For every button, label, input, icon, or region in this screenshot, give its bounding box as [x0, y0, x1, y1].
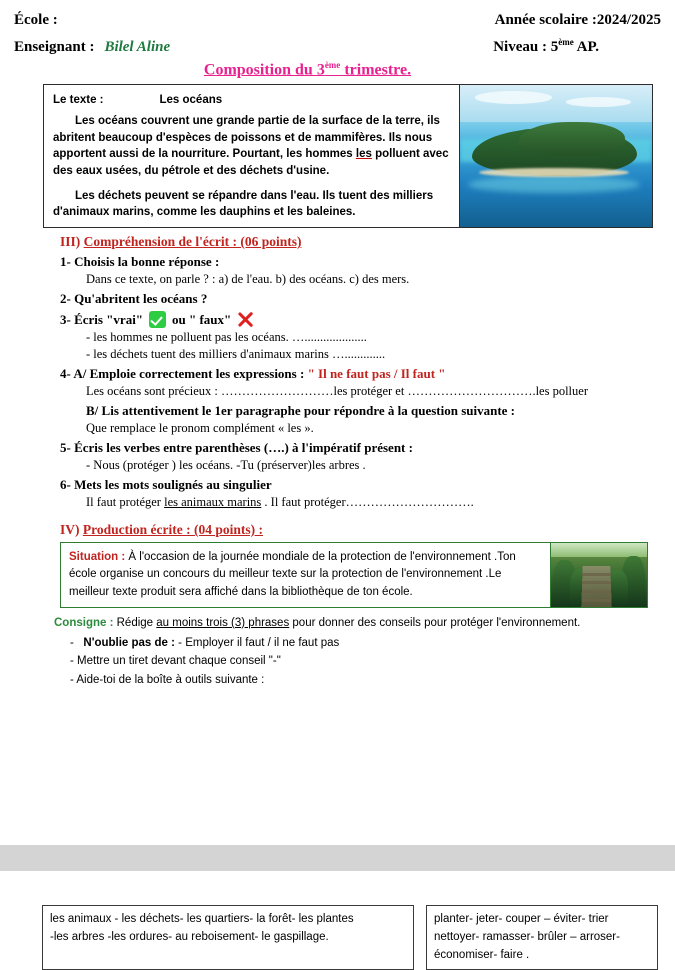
reading-text-box	[43, 84, 653, 228]
section-3-title: Compréhension de l'écrit : (06 points)	[83, 234, 302, 250]
section-4-title: Production écrite : (04 points) :	[82, 522, 263, 538]
text-title: Les océans	[159, 94, 223, 107]
question-5: 5- Écris les verbes entre parenthèses (….) à l'impératif présent :	[60, 440, 413, 456]
toolbox-verbs	[426, 905, 658, 970]
header-row-1	[14, 12, 661, 29]
island-hill	[518, 122, 626, 156]
question-6-sentence	[86, 495, 661, 510]
reading-paragraph-2: Les déchets peuvent se répandre dans l'eau. Ils tuent des milliers d'animaux marins, comme les dauphins et les baleines.	[53, 189, 434, 219]
question-4a-expressions: " Il ne faut pas / Il faut "	[307, 366, 446, 382]
consigne-label: Consigne :	[54, 616, 114, 629]
path-step	[582, 599, 611, 602]
text-label: Le texte :	[53, 94, 104, 107]
level	[493, 37, 599, 56]
section-3-number: III)	[60, 234, 81, 250]
level-main: Niveau : 5	[493, 39, 559, 55]
consigne-part-b: pour donner des conseils pour protéger l'environnement.	[289, 616, 581, 629]
bullet-2: - Mettre un tiret devant chaque conseil "-"	[70, 655, 281, 668]
question-6-part-b: . Il faut protéger………………………….	[261, 495, 474, 510]
bullet-1: - N'oublie pas de : - Employer il faut / il ne faut pas	[70, 637, 340, 650]
question-4a-line: Les océans sont précieux : ………………………les protéger et ………………………….les polluer	[86, 384, 588, 399]
consigne-bullets	[70, 634, 661, 689]
teacher-name: Bilel Aline	[104, 39, 171, 55]
school-label: École :	[14, 12, 58, 28]
path-step	[582, 573, 611, 576]
question-2: 2- Qu'abritent les océans ?	[60, 291, 208, 307]
question-4b-prompt: Que remplace le pronom complément « les ».	[86, 421, 314, 436]
paragraph1-part-b: polluent avec des eaux usées, du pétrole et des déchets d'usine.	[53, 148, 449, 178]
level-sup: ème	[558, 37, 574, 47]
section-3-heading	[60, 234, 661, 250]
consigne-part-a: Rédige	[113, 616, 157, 629]
toolbox-verbs-line-1: planter- jeter- couper – éviter- trier	[434, 913, 609, 925]
reading-text-content	[44, 85, 459, 227]
toolbox-verbs-line-3: économiser- faire .	[434, 948, 530, 961]
question-4a-label: 4- A/ Emploie correctement les expressions :	[60, 366, 305, 382]
path-step	[582, 590, 611, 593]
question-3-label-b: ou " faux"	[172, 311, 232, 327]
question-1: 1- Choisis la bonne réponse :	[60, 254, 220, 270]
grey-band	[0, 845, 675, 871]
bullet-1-label: N'oublie pas de :	[83, 637, 175, 650]
question-6-part-a: Il faut protéger	[86, 495, 165, 510]
toolbox-nouns-line-2: -les arbres -les ordures- au reboisement- le gaspillage.	[50, 930, 329, 943]
island-photo	[459, 85, 652, 227]
cloud-icon	[475, 91, 552, 104]
path-step	[582, 581, 611, 584]
question-5-items: - Nous (protéger ) les océans. -Tu (préserver)les arbres .	[86, 458, 366, 473]
forest-illustration	[551, 543, 647, 607]
reading-paragraph-1	[53, 113, 450, 180]
situation-box	[60, 542, 648, 608]
forest-photo	[550, 543, 647, 607]
section-4-heading	[60, 522, 661, 538]
sky	[551, 543, 647, 557]
situation-text: À l'occasion de la journée mondiale de la protection de l'environnement .Ton école organise un concours du meilleur texte sur la protection de l'environnement .Le meilleur texte produit sera affiché dans la bibliothèque de ton école.	[69, 551, 516, 598]
teacher-block	[14, 39, 170, 56]
toolbox-nouns-line-1: les animaux - les déchets- les quartiers- la forêt- les plantes	[50, 913, 354, 925]
question-3-label-a: 3- Écris "vrai"	[60, 311, 144, 327]
question-6: 6- Mets les mots soulignés au singulier	[60, 477, 272, 493]
situation-label: Situation :	[69, 551, 126, 564]
cross-icon	[237, 311, 254, 328]
page-title	[0, 60, 661, 79]
beach	[479, 168, 629, 178]
question-4b: B/ Lis attentivement le 1er paragraphe pour répondre à la question suivante :	[86, 403, 515, 419]
reading-text-header	[53, 92, 450, 109]
title-sup: ème	[324, 60, 341, 70]
header-row-2	[14, 37, 661, 56]
question-1-choices: Dans ce texte, on parle ? : a) de l'eau. b) des océans. c) des mers.	[86, 272, 410, 287]
bullet-3: - Aide-toi de la boîte à outils suivante :	[70, 673, 265, 686]
title-main: Composition du 3	[203, 61, 325, 79]
title-tail: trimestre.	[340, 61, 412, 79]
toolbox	[42, 905, 658, 970]
paragraph1-underlined-word: les	[355, 148, 372, 161]
cloud-icon	[566, 97, 631, 107]
section-4-number: IV)	[60, 522, 80, 538]
question-3-item-1: - les hommes ne polluent pas les océans. …....................	[86, 330, 367, 345]
paragraph1-part-a: Les océans couvrent une grande partie de la surface de la terre, ils abritent beaucoup d'espèces de poissons et de mammifères. Ils nous apportent aussi de la nourriture. Pourtant, les hommes	[53, 115, 440, 161]
check-icon	[149, 311, 166, 328]
toolbox-nouns	[42, 905, 414, 970]
island-illustration	[460, 85, 652, 227]
question-4a	[60, 366, 661, 382]
question-3	[60, 311, 661, 328]
teacher-label: Enseignant :	[14, 39, 95, 55]
reef	[468, 176, 641, 193]
bullet-1-text: - Employer il faut / il ne faut pas	[174, 637, 340, 650]
level-tail: AP.	[573, 39, 599, 55]
consigne-underlined: au moins trois (3) phrases	[156, 616, 290, 629]
question-3-item-2: - les déchets tuent des milliers d'animaux marins ….............	[86, 347, 386, 362]
consigne-block	[54, 615, 661, 632]
situation-text-block	[61, 543, 550, 607]
question-6-underlined: les animaux marins	[164, 495, 262, 510]
toolbox-verbs-line-2: nettoyer- ramasser- brûler – arroser-	[434, 930, 620, 943]
school-year: Année scolaire :2024/2025	[494, 12, 661, 28]
